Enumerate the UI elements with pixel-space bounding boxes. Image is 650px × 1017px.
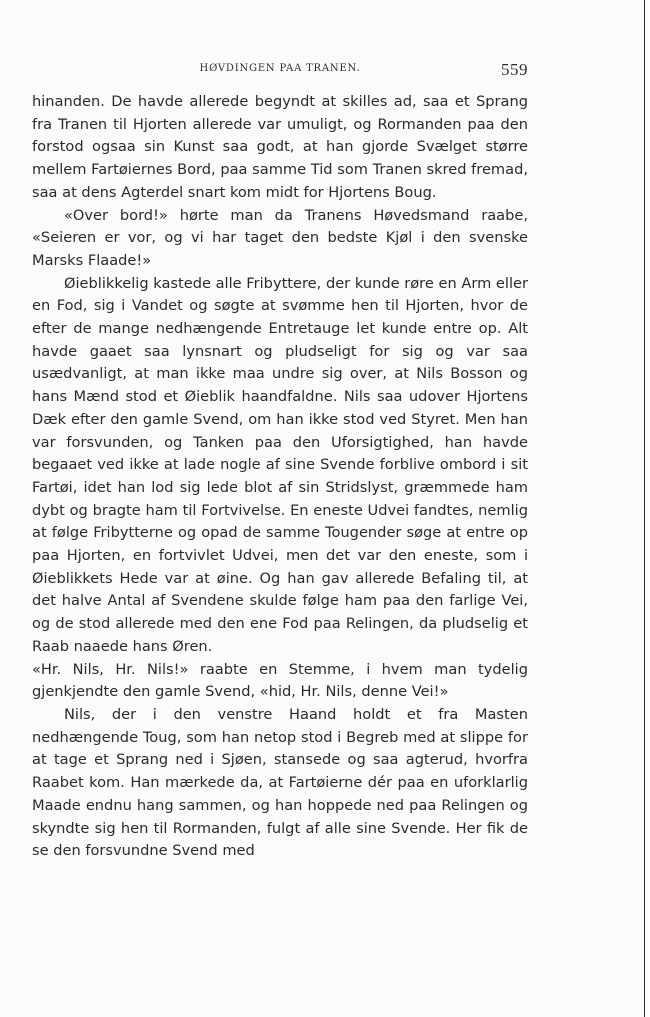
paragraph: «Hr. Nils, Hr. Nils!» raabte en Stemme, i hvem man tydelig gjenkjendte den gamle Svend, «hid, Hr. Nils, denne Vei!» — [32, 660, 528, 701]
paragraph: Øieblikkelig kastede alle Fribyttere, der kunde røre en Arm eller en Fod, sig i Vandet og søgte at svømme hen til Hjorten, hvor de efter de mange nedhængende Entretauge let kunde entre op. Alt havde gaaet saa lynsnart og pludseligt for sig og var saa usædvanligt, at man ikke maa undre sig over, at Nils Bosson og hans Mænd stod et Øieblik haandfaldne. Nils saa udover Hjortens Dæk efter den gamle Svend, om han ikke stod ved Styret. Men han var forsvunden, og Tanken paa den Uforsigtighed, han havde begaaet ved ikke at lade nogle af sine Svende forblive ombord i sit Fartøi, idet han lod sig lede blot af sin Stridslyst, græmmede ham dybt og bragte ham til Fortvivelse. En eneste Udvei fandtes, nemlig at følge Fribytterne og opad de samme Tougender søge at entre op paa Hjorten, en fortvivlet Udvei, men det var den eneste, som i Øieblikkets Hede var at øine. Og han gav allerede Befaling til, at det halve Antal af Svendene skulde følge ham paa den farlige Vei, og de stod allerede med den ene Fod paa Relingen, da pludselig et Raab naaede hans Øren. — [32, 274, 528, 655]
paragraph: Nils, der i den venstre Haand holdt et fra Masten nedhængende Toug, som han netop stod i Begreb med at slippe for at tage et Sprang ned i Sjøen, stansede og saa agterud, hvorfra Raabet kom. Han mærkede da, at Fartøierne dér paa en uforklarlig Maade endnu hang sammen, og han hoppede ned paa Relingen og skyndte sig hen til Rormanden, fulgt af alle sine Svende. Her fik de se den forsvundne Svend med — [32, 705, 528, 860]
paragraph: hinanden. De havde allerede begyndt at skilles ad, saa et Sprang fra Tranen til Hjorten allerede var umuligt, og Rormanden paa den forstod ogsaa sin Kunst saa godt, at han gjorde Svælget større mellem Fartøiernes Bord, paa samme Tid som Tranen skred fremad, saa at dens Agterdel snart kom midt for Hjortens Boug. — [32, 93, 528, 201]
running-title: HØVDINGEN PAA TRANEN. — [199, 63, 361, 74]
paragraph: «Over bord!» hørte man da Tranens Høvedsmand raabe, «Seieren er vor, og vi har taget den bedste Kjøl i den svenske Marsks Flaade!» — [32, 206, 528, 269]
page-number: 559 — [501, 60, 528, 79]
body-text — [32, 91, 528, 863]
page-header — [32, 60, 528, 84]
